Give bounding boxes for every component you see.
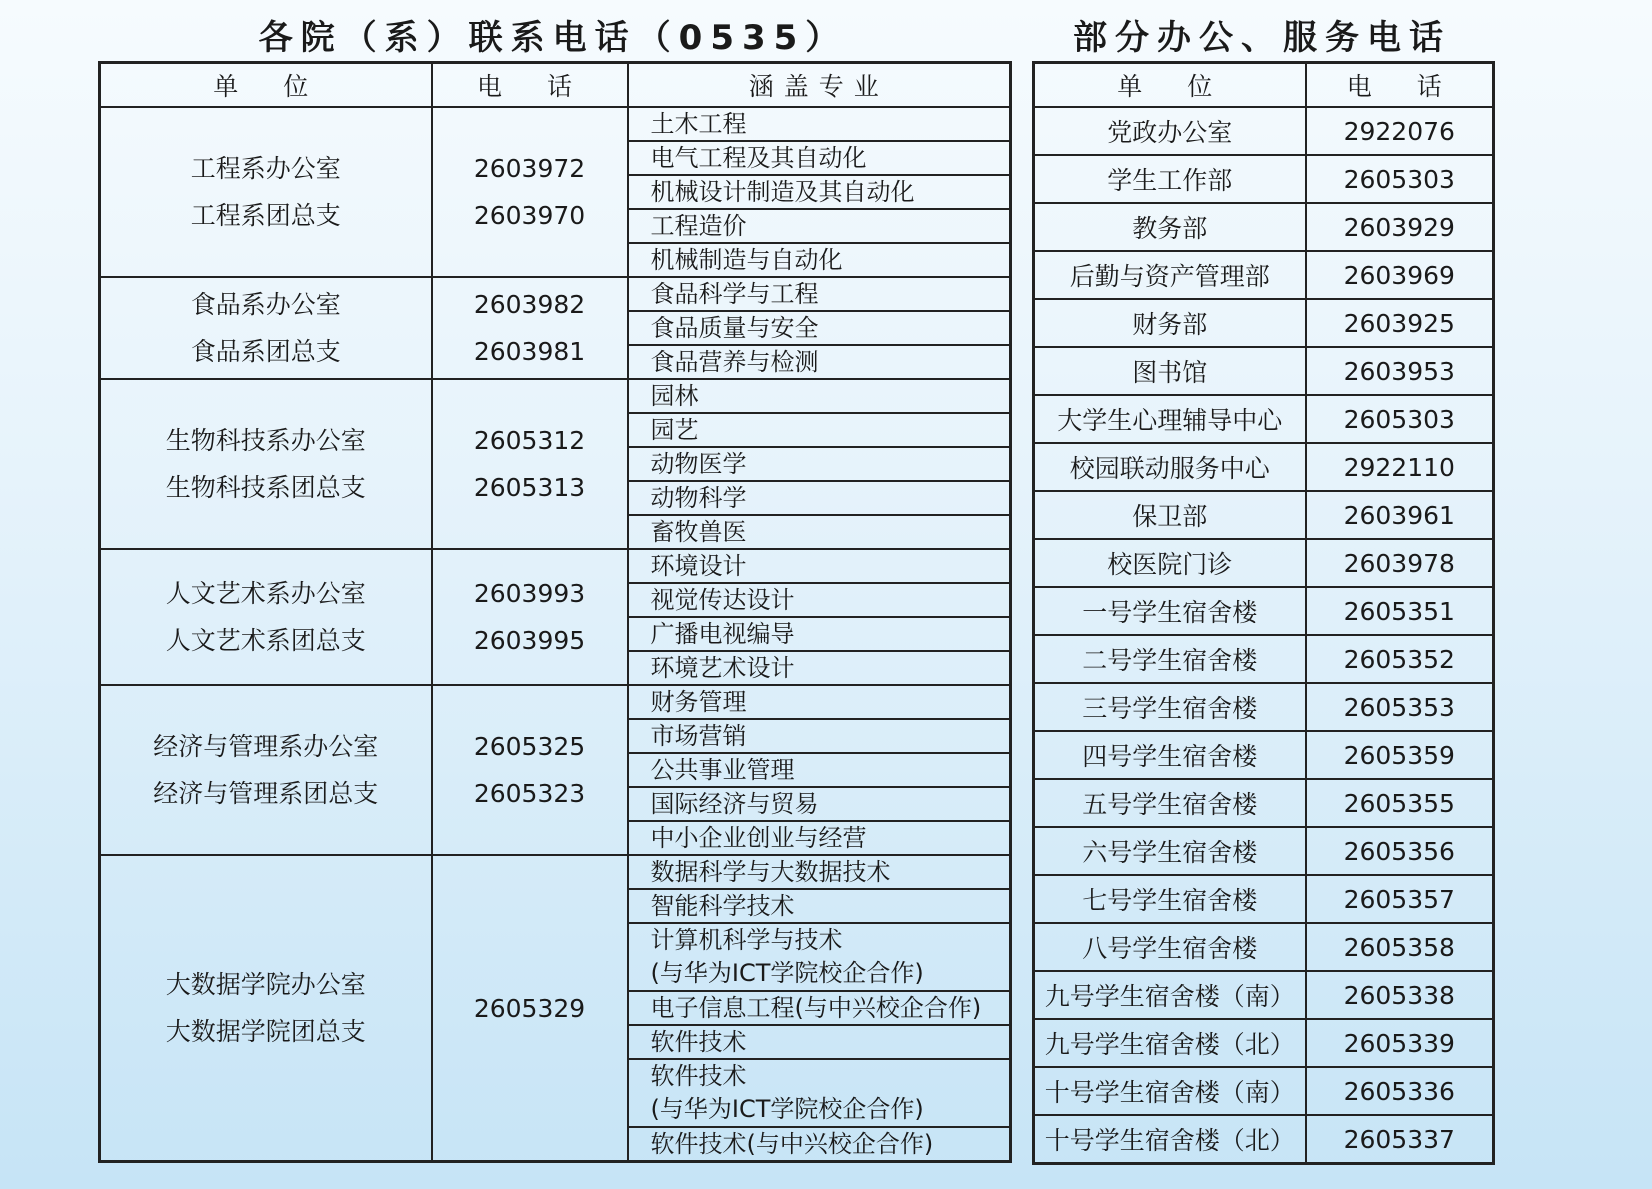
department-unit-name: 经济与管理系办公室: [153, 732, 379, 761]
table-row: [1034, 1019, 1494, 1067]
major-name: (与华为ICT学院校企合作): [650, 959, 924, 987]
department-unit-name: 人文艺术系办公室: [165, 579, 366, 608]
major-name: 中小企业创业与经营: [650, 824, 867, 852]
office-name: 八号学生宿舍楼: [1034, 923, 1306, 971]
table-row: [1034, 539, 1494, 587]
office-name: 二号学生宿舍楼: [1034, 635, 1306, 683]
table-row: [1034, 683, 1494, 731]
table-row: [100, 107, 1011, 141]
table-row: [1034, 443, 1494, 491]
phone-number: 2603972: [473, 154, 586, 183]
major-name: 数据科学与大数据技术: [650, 858, 891, 886]
department-phone-cell: [432, 379, 628, 549]
office-phone: 2605352: [1306, 635, 1494, 683]
table-header-row: [1034, 63, 1494, 108]
major-cell: [628, 991, 1011, 1025]
department-unit-name: 经济与管理系团总支: [153, 779, 379, 808]
header-phone: 电 话: [432, 63, 628, 108]
major-name: 财务管理: [650, 688, 747, 716]
office-phone: 2603925: [1306, 299, 1494, 347]
major-name: 电子信息工程(与中兴校企合作): [650, 994, 982, 1022]
major-name: 环境艺术设计: [650, 654, 795, 682]
office-phone: 2603961: [1306, 491, 1494, 539]
office-name: 四号学生宿舍楼: [1034, 731, 1306, 779]
table-row: [1034, 827, 1494, 875]
office-name: 九号学生宿舍楼（北）: [1034, 1019, 1306, 1067]
department-phone-cell: [432, 549, 628, 685]
office-contacts-title: 部分办公、服务电话: [1073, 18, 1451, 58]
major-cell: [628, 345, 1011, 379]
department-phone-cell: [432, 107, 628, 277]
office-phone: 2605353: [1306, 683, 1494, 731]
department-phone-cell: [432, 855, 628, 1162]
table-row: [1034, 395, 1494, 443]
office-phone: 2603978: [1306, 539, 1494, 587]
office-name: 十号学生宿舍楼（北）: [1034, 1115, 1306, 1164]
office-name: 学生工作部: [1034, 155, 1306, 203]
header-phone: 电 话: [1306, 63, 1494, 108]
department-unit-cell: [100, 685, 432, 855]
office-name: 大学生心理辅导中心: [1034, 395, 1306, 443]
major-cell: [628, 175, 1011, 209]
office-name: 后勤与资产管理部: [1034, 251, 1306, 299]
office-phone: 2605358: [1306, 923, 1494, 971]
major-name: 广播电视编导: [650, 620, 795, 648]
department-unit-name: 大数据学院办公室: [165, 970, 366, 999]
phone-number: 2603981: [473, 337, 586, 366]
office-name: 五号学生宿舍楼: [1034, 779, 1306, 827]
office-phone: 2605351: [1306, 587, 1494, 635]
office-phone: 2603969: [1306, 251, 1494, 299]
major-name: 动物科学: [650, 484, 747, 512]
major-name: 公共事业管理: [650, 756, 795, 784]
office-name: 校园联动服务中心: [1034, 443, 1306, 491]
major-cell: [628, 651, 1011, 685]
table-row: [100, 277, 1011, 311]
major-name: 工程造价: [650, 212, 747, 240]
phone-number: 2603982: [473, 290, 586, 319]
major-name: 畜牧兽医: [650, 518, 747, 546]
department-phone-cell: [432, 277, 628, 379]
office-name: 教务部: [1034, 203, 1306, 251]
table-row: [100, 549, 1011, 583]
table-row: [1034, 107, 1494, 155]
department-unit-cell: [100, 277, 432, 379]
table-row: [1034, 155, 1494, 203]
department-unit-name: 工程系团总支: [190, 201, 341, 230]
major-cell: [628, 481, 1011, 515]
office-phone: 2605356: [1306, 827, 1494, 875]
office-phone: 2605339: [1306, 1019, 1494, 1067]
major-cell: [628, 447, 1011, 481]
table-row: [1034, 635, 1494, 683]
major-cell: [628, 515, 1011, 549]
department-unit-name: 食品系团总支: [190, 337, 341, 366]
major-cell: [628, 753, 1011, 787]
table-row: [1034, 779, 1494, 827]
major-name: 环境设计: [650, 552, 747, 580]
major-cell: [628, 311, 1011, 345]
major-cell: [628, 413, 1011, 447]
office-name: 十号学生宿舍楼（南）: [1034, 1067, 1306, 1115]
major-cell: [628, 889, 1011, 923]
major-cell: [628, 379, 1011, 413]
header-majors: 涵盖专业: [628, 63, 1011, 108]
major-cell: [628, 719, 1011, 753]
department-unit-name: 大数据学院团总支: [165, 1017, 366, 1046]
table-row: [1034, 203, 1494, 251]
major-cell: [628, 1059, 1011, 1127]
office-name: 保卫部: [1034, 491, 1306, 539]
major-cell: [628, 617, 1011, 651]
phone-number: 2605329: [473, 993, 586, 1023]
table-row: [100, 855, 1011, 889]
department-phone-table: [98, 61, 1012, 1163]
office-phone: 2603929: [1306, 203, 1494, 251]
table-row: [1034, 347, 1494, 395]
phone-number: 2605323: [473, 779, 586, 808]
office-name: 财务部: [1034, 299, 1306, 347]
major-name: 食品科学与工程: [650, 280, 819, 308]
major-name: 园艺: [650, 416, 699, 444]
major-cell: [628, 821, 1011, 855]
major-name: 园林: [650, 382, 699, 410]
table-row: [1034, 1115, 1494, 1164]
major-name: 软件技术: [650, 1028, 747, 1056]
table-row: [1034, 251, 1494, 299]
major-cell: [628, 1025, 1011, 1059]
office-name: 党政办公室: [1034, 107, 1306, 155]
table-row: [1034, 491, 1494, 539]
office-phone: 2605359: [1306, 731, 1494, 779]
table-row: [1034, 299, 1494, 347]
department-unit-name: 生物科技系团总支: [165, 473, 366, 502]
header-unit: 单 位: [100, 63, 432, 108]
office-phone: 2605355: [1306, 779, 1494, 827]
major-name: 计算机科学与技术: [650, 926, 843, 954]
major-name: 食品质量与安全: [650, 314, 819, 342]
phone-number: 2605313: [473, 473, 586, 502]
table-row: [1034, 875, 1494, 923]
office-phone: 2603953: [1306, 347, 1494, 395]
major-name: 视觉传达设计: [650, 586, 795, 614]
header-unit: 单 位: [1034, 63, 1306, 108]
major-cell: [628, 107, 1011, 141]
major-cell: [628, 583, 1011, 617]
dept-contacts-title: 各院（系）联系电话（0535）: [258, 18, 848, 58]
office-name: 校医院门诊: [1034, 539, 1306, 587]
department-unit-cell: [100, 107, 432, 277]
office-name: 三号学生宿舍楼: [1034, 683, 1306, 731]
major-name: 土木工程: [650, 110, 747, 138]
major-name: 机械制造与自动化: [650, 246, 843, 274]
table-header-row: [100, 63, 1011, 108]
major-name: 智能科学技术: [650, 892, 795, 920]
office-name: 九号学生宿舍楼（南）: [1034, 971, 1306, 1019]
major-name: 机械设计制造及其自动化: [650, 178, 915, 206]
office-phone-table: [1032, 61, 1495, 1165]
department-unit-name: 人文艺术系团总支: [165, 626, 366, 655]
major-cell: [628, 787, 1011, 821]
phone-number: 2603970: [473, 201, 586, 230]
major-cell: [628, 923, 1011, 991]
office-name: 图书馆: [1034, 347, 1306, 395]
department-unit-name: 生物科技系办公室: [165, 426, 366, 455]
office-phone: 2605303: [1306, 155, 1494, 203]
major-name: 电气工程及其自动化: [650, 144, 867, 172]
office-name: 一号学生宿舍楼: [1034, 587, 1306, 635]
phone-number: 2603995: [473, 626, 586, 655]
phone-number: 2605312: [473, 426, 586, 455]
table-row: [100, 685, 1011, 719]
office-phone: 2605337: [1306, 1115, 1494, 1164]
office-name: 七号学生宿舍楼: [1034, 875, 1306, 923]
department-unit-cell: [100, 379, 432, 549]
office-phone: 2605336: [1306, 1067, 1494, 1115]
major-name: 软件技术: [650, 1062, 747, 1090]
major-cell: [628, 549, 1011, 583]
department-unit-name: 工程系办公室: [190, 154, 341, 183]
table-row: [100, 379, 1011, 413]
major-cell: [628, 209, 1011, 243]
major-name: (与华为ICT学院校企合作): [650, 1095, 924, 1123]
major-name: 动物医学: [650, 450, 747, 478]
major-cell: [628, 141, 1011, 175]
major-cell: [628, 685, 1011, 719]
table-row: [1034, 971, 1494, 1019]
major-name: 市场营销: [650, 722, 747, 750]
major-cell: [628, 1127, 1011, 1162]
major-cell: [628, 855, 1011, 889]
major-cell: [628, 277, 1011, 311]
table-row: [1034, 587, 1494, 635]
phone-number: 2605325: [473, 732, 586, 761]
office-phone: 2605357: [1306, 875, 1494, 923]
major-cell: [628, 243, 1011, 277]
major-name: 食品营养与检测: [650, 348, 819, 376]
department-unit-name: 食品系办公室: [190, 290, 341, 319]
table-row: [1034, 923, 1494, 971]
major-name: 国际经济与贸易: [650, 790, 819, 818]
office-name: 六号学生宿舍楼: [1034, 827, 1306, 875]
department-unit-cell: [100, 855, 432, 1162]
phone-number: 2603993: [473, 579, 586, 608]
office-phone: 2922110: [1306, 443, 1494, 491]
department-phone-cell: [432, 685, 628, 855]
department-unit-cell: [100, 549, 432, 685]
office-phone: 2605303: [1306, 395, 1494, 443]
table-row: [1034, 1067, 1494, 1115]
table-row: [1034, 731, 1494, 779]
office-phone: 2922076: [1306, 107, 1494, 155]
major-name: 软件技术(与中兴校企合作): [650, 1130, 934, 1158]
office-phone: 2605338: [1306, 971, 1494, 1019]
